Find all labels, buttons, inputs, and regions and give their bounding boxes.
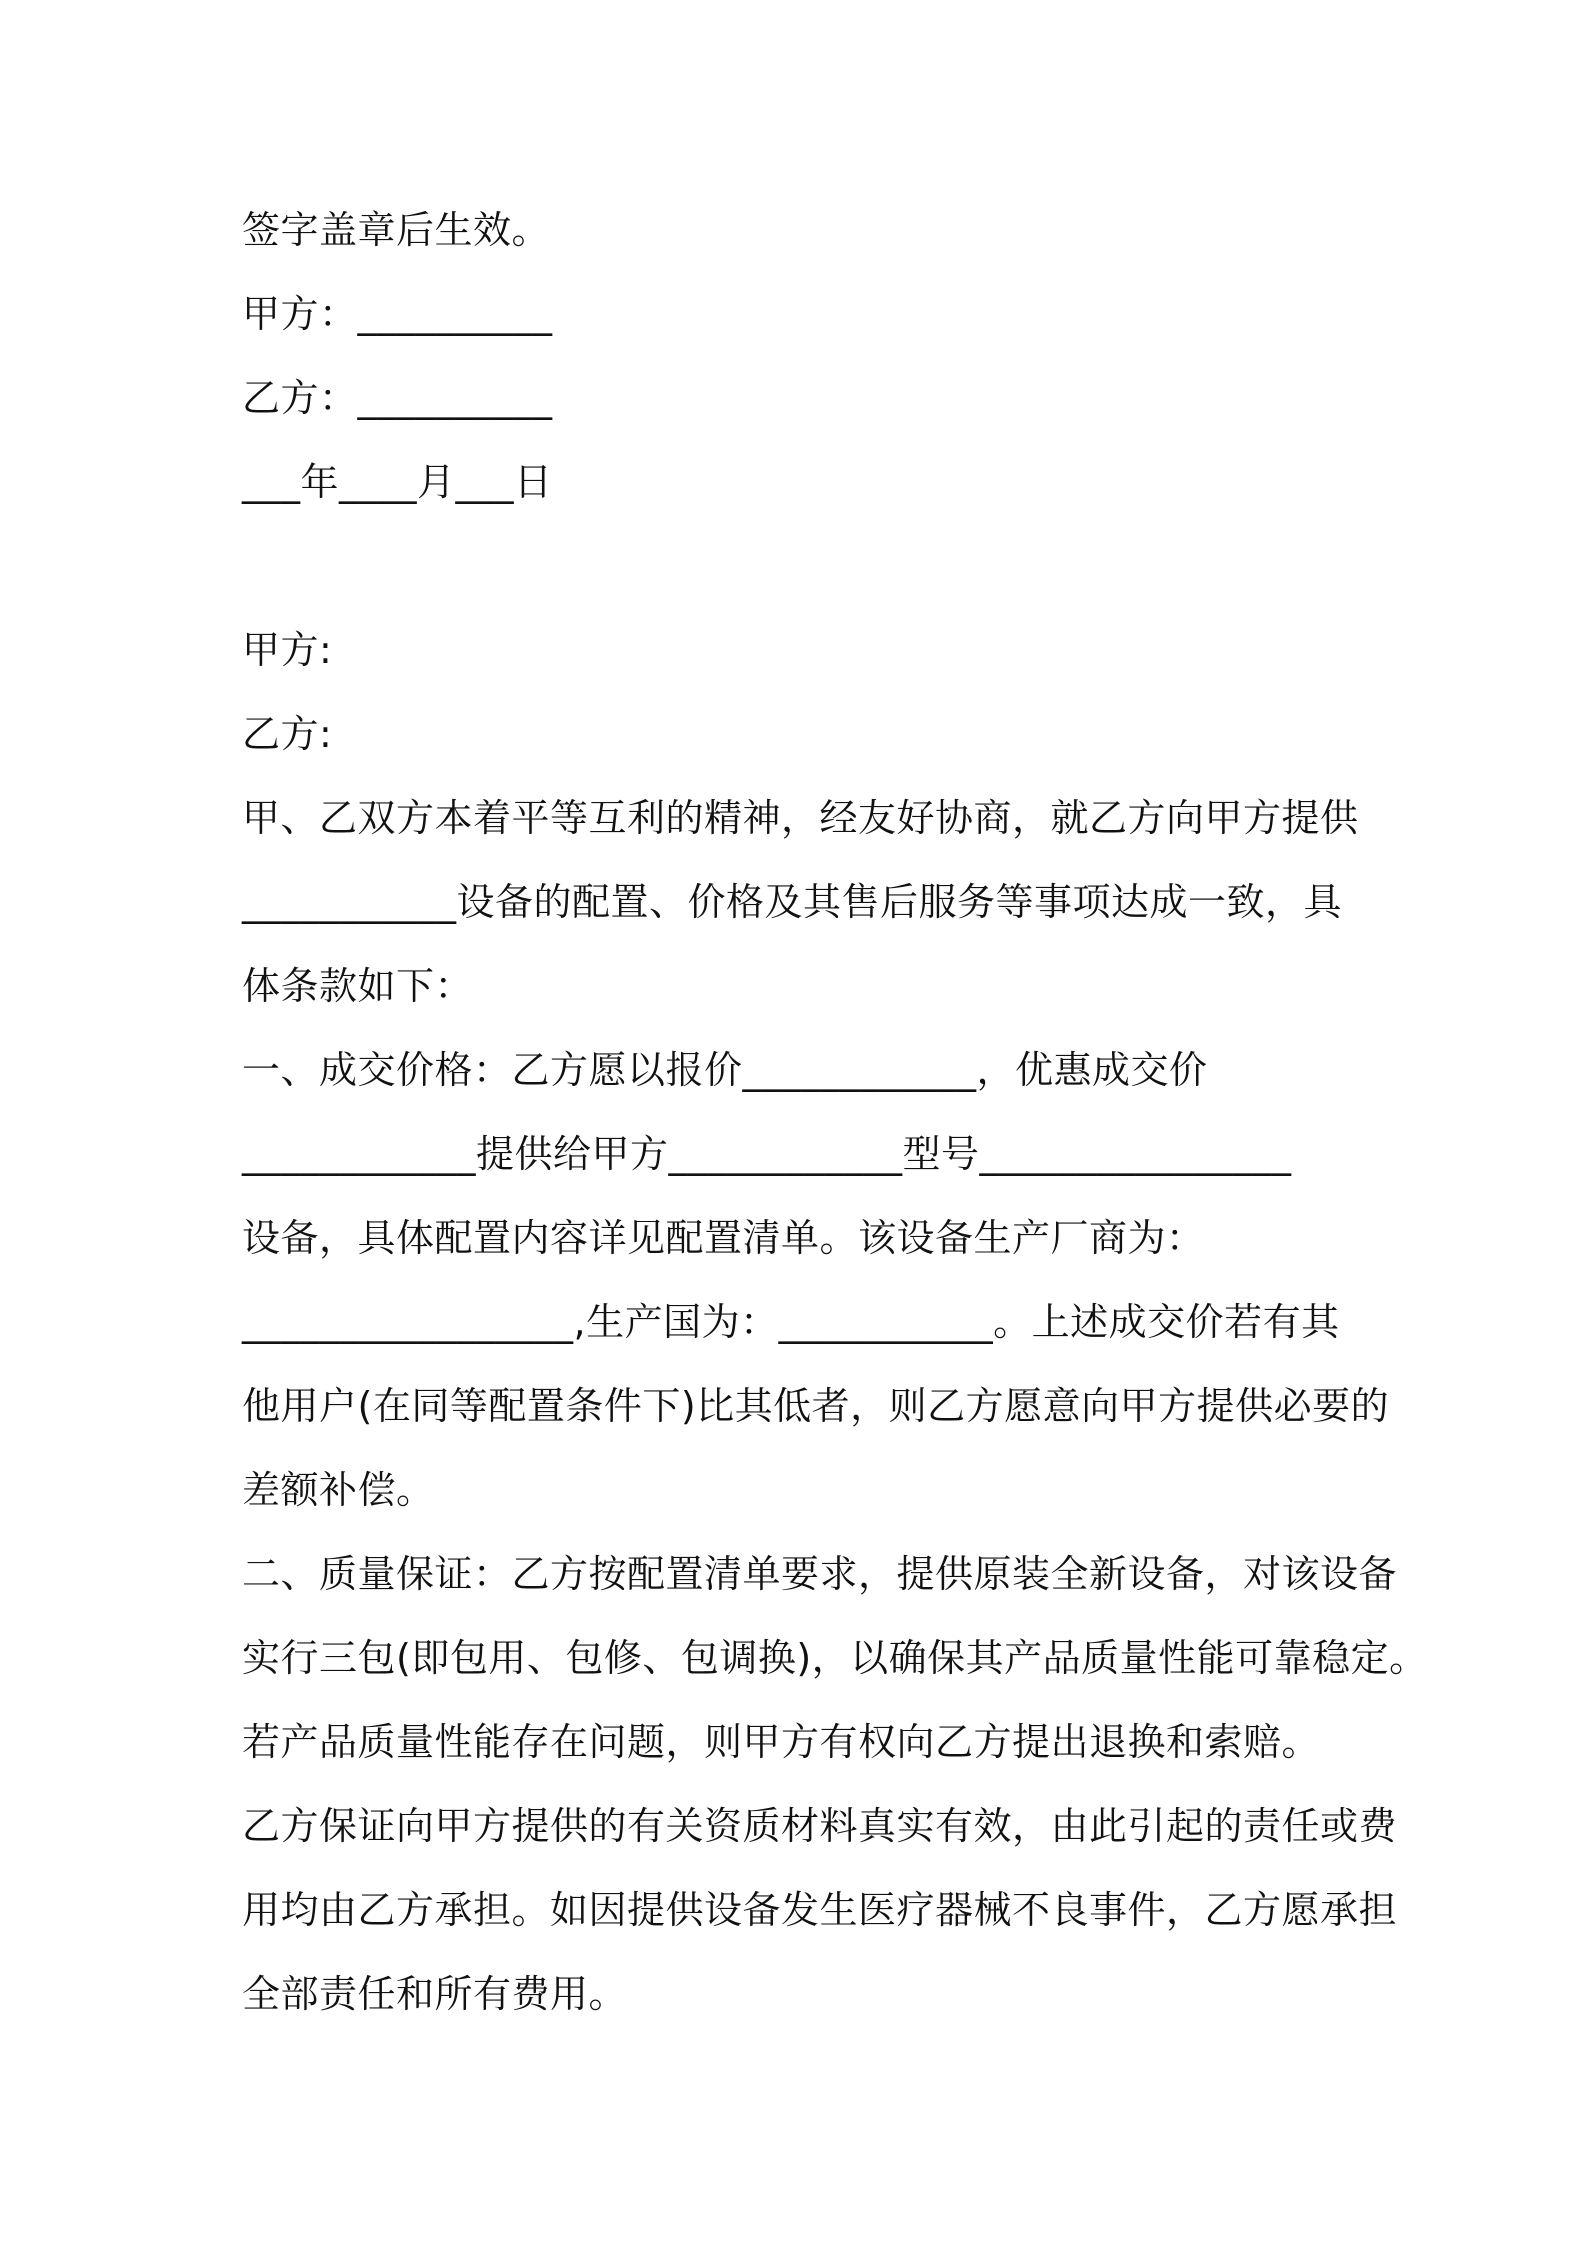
- clause-quality-line-3: 若产品质量性能存在问题，则甲方有权向乙方提出退换和索赔。: [242, 1720, 1321, 1764]
- clause-price-line-4: _________________,生产国为：___________。上述成交价若有其: [242, 1300, 1340, 1344]
- clause-quality-line-2: 实行三包(即包用、包修、包调换)，以确保其产品质量性能可靠稳定。: [242, 1636, 1428, 1680]
- clause-quality-line-4: 乙方保证向甲方提供的有关资质材料真实有效，由此引起的责任或费: [242, 1804, 1398, 1848]
- line-party-a: 甲方:: [242, 628, 333, 672]
- clause-price-line-2: ____________提供给甲方____________型号________________: [242, 1132, 1292, 1176]
- clause-quality-line-1: 二、质量保证：乙方按配置清单要求，提供原装全新设备，对该设备: [242, 1552, 1398, 1596]
- paragraph-intro-line-3: 体条款如下：: [242, 964, 474, 1008]
- line-effective-clause: 签字盖章后生效。: [242, 208, 551, 252]
- clause-quality-line-5: 用均由乙方承担。如因提供设备发生医疗器械不良事件，乙方愿承担: [242, 1888, 1398, 1932]
- line-party-b: 乙方:: [242, 712, 333, 756]
- clause-price-line-5: 他用户(在同等配置条件下)比其低者，则乙方愿意向甲方提供必要的: [242, 1384, 1390, 1428]
- line-party-b-signature: 乙方：__________: [242, 376, 553, 420]
- paragraph-intro-line-1: 甲、乙双方本着平等互利的精神，经友好协商，就乙方向甲方提供: [242, 796, 1359, 840]
- line-party-a-signature: 甲方：__________: [242, 292, 553, 336]
- clause-price-line-1: 一、成交价格：乙方愿以报价____________，优惠成交价: [242, 1048, 1208, 1092]
- line-signing-date: ___年____月___日: [242, 460, 553, 504]
- paragraph-intro-line-2: ___________设备的配置、价格及其售后服务等事项达成一致，具: [242, 880, 1343, 924]
- clause-price-line-3: 设备，具体配置内容详见配置清单。该设备生产厂商为：: [242, 1216, 1205, 1260]
- clause-price-line-6: 差额补偿。: [242, 1468, 435, 1512]
- clause-quality-line-6: 全部责任和所有费用。: [242, 1972, 628, 2016]
